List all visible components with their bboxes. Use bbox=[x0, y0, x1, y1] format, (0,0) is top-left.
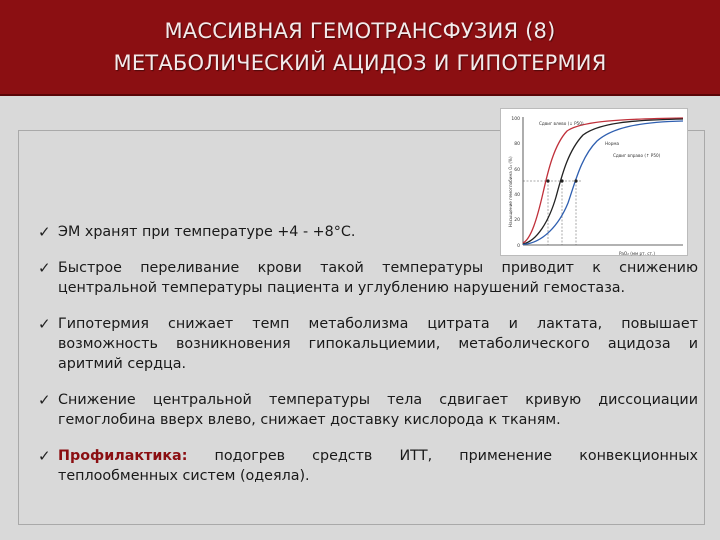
check-icon: ✓ bbox=[38, 315, 51, 333]
normal-label: Норма bbox=[605, 141, 620, 146]
bullet-text: Снижение центральной температуры тела сдвигает кривую диссоциации гемоглобина вверх влево, снижает доставку кислорода к тканям. bbox=[58, 392, 698, 428]
bullet-list bbox=[38, 222, 698, 486]
y-tick-label: 60 bbox=[514, 168, 520, 173]
check-icon: ✓ bbox=[38, 391, 51, 409]
slide-title-line-1: МАССИВНАЯ ГЕМОТРАНСФУЗИЯ (8) bbox=[164, 19, 556, 43]
left-shift-label: Сдвиг влево (↓ Р50) bbox=[539, 121, 584, 126]
right-shift-label: Сдвиг вправо (↑ Р50) bbox=[613, 153, 661, 158]
y-axis-label: Насыщение гемоглобина O₂ (%) bbox=[508, 156, 513, 227]
y-tick-label: 80 bbox=[514, 142, 520, 147]
p50-right-dot bbox=[574, 179, 577, 182]
bullet-item-rapid-transfusion bbox=[38, 258, 698, 298]
check-icon: ✓ bbox=[38, 447, 51, 465]
y-tick-label: 0 bbox=[517, 244, 520, 249]
bullet-text: Гипотермия снижает темп метаболизма цитрата и лактата, повышает возможность возникновения гипокальциемии, метаболического ацидоза и аритмий сердца. bbox=[58, 316, 698, 372]
p50-normal-dot bbox=[560, 179, 563, 182]
y-tick-label: 40 bbox=[514, 193, 520, 198]
bullet-text: подогрев средств ИТТ, применение конвекционных теплообменных систем (одеяла). bbox=[58, 448, 698, 484]
bullet-text: ЭМ хранят при температуре +4 - +8°С. bbox=[58, 224, 356, 240]
title-bar bbox=[0, 0, 720, 96]
bullet-item-curve-shift bbox=[38, 390, 698, 430]
y-tick-label: 20 bbox=[514, 218, 520, 223]
bullet-item-storage bbox=[38, 222, 478, 242]
bullet-item-hypothermia-effects bbox=[38, 314, 698, 374]
bullet-text: Быстрое переливание крови такой температуры приводит к снижению центральной температуры пациента и углублению нарушений гемостаза. bbox=[58, 260, 698, 296]
p50-left-dot bbox=[546, 179, 549, 182]
y-tick-label: 100 bbox=[511, 117, 520, 122]
check-icon: ✓ bbox=[38, 259, 51, 277]
bullet-item-prevention bbox=[38, 446, 698, 486]
x-axis-label: PaO₂ (мм рт. ст.) bbox=[619, 251, 655, 256]
prevention-label: Профилактика: bbox=[58, 448, 188, 464]
check-icon: ✓ bbox=[38, 223, 51, 241]
slide-title-line-2: МЕТАБОЛИЧЕСКИЙ АЦИДОЗ И ГИПОТЕРМИЯ bbox=[113, 51, 607, 75]
